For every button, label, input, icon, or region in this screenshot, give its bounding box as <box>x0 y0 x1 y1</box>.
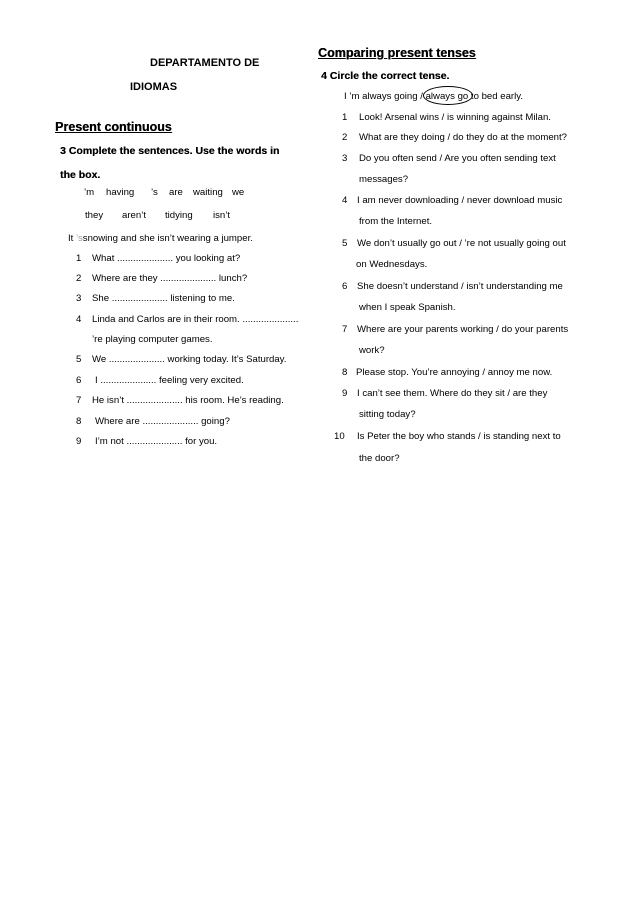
exercise-4-item-text: I am never downloading / never download music <box>357 195 563 206</box>
exercise-4-item-continuation: from the Internet. <box>359 216 433 227</box>
exercise-3-item-text: He isn’t ..................... his room. He’s reading. <box>92 395 284 406</box>
exercise-4-item-continuation: work? <box>359 345 385 356</box>
exercise-4-item-continuation: messages? <box>359 174 409 185</box>
exercise-4-item-continuation: sitting today? <box>359 409 416 420</box>
exercise-3-item-text: What ..................... you looking at? <box>92 253 241 264</box>
exercise-4-item-text: Look! Arsenal wins / is winning against Milan. <box>359 112 551 123</box>
exercise-4-item-continuation: on Wednesdays. <box>356 259 428 270</box>
exercise-4-item-text: Please stop. You’re annoying / annoy me now. <box>356 367 553 378</box>
word-box-item: having <box>106 187 135 198</box>
item-number: 8 <box>342 367 348 378</box>
word-box-item: tidying <box>165 210 193 221</box>
section-title-present-continuous: Present continuous <box>55 120 172 134</box>
item-number: 4 <box>342 195 348 206</box>
item-number: 2 <box>342 132 348 143</box>
exercise-3-item-text: Where are ..................... going? <box>95 416 230 427</box>
exercise-4-item-text: What are they doing / do they do at the moment? <box>359 132 567 143</box>
item-number: 10 <box>334 431 345 442</box>
item-number: 8 <box>76 416 82 427</box>
item-number: 3 <box>342 153 348 164</box>
exercise-3-example <box>68 233 253 244</box>
item-number: 9 <box>342 388 348 399</box>
item-number: 3 <box>76 293 82 304</box>
exercise-4-item-continuation: when I speak Spanish. <box>359 302 456 313</box>
word-box-item: are <box>169 187 183 198</box>
exercise-4-item-text: We don’t usually go out / ’re not usually going out <box>357 238 566 249</box>
department-title-line2: IDIOMAS <box>130 81 178 93</box>
section-title-comparing-present-tenses: Comparing present tenses <box>318 46 476 60</box>
item-number: 6 <box>342 281 348 292</box>
exercise-4-item-text: She doesn’t understand / isn’t understanding me <box>357 281 563 292</box>
exercise-3-item-text: Where are they ..................... lunch? <box>92 273 248 284</box>
word-box-item: we <box>232 187 245 198</box>
item-number: 7 <box>342 324 348 335</box>
exercise-4-instruction: 4 Circle the correct tense. <box>321 70 450 82</box>
item-number: 7 <box>76 395 82 406</box>
exercise-3-instruction-line1: 3 Complete the sentences. Use the words in <box>60 145 280 157</box>
item-number: 1 <box>342 112 348 123</box>
example-rest: snowing and she isn’t wearing a jumper. <box>82 233 253 244</box>
word-box-item: aren’t <box>122 210 146 221</box>
word-box-item: ’m <box>84 187 95 198</box>
item-number: 5 <box>76 354 82 365</box>
exercise-3-item-text: Linda and Carlos are in their room. ..................... <box>92 314 299 325</box>
exercise-4-item-text: Do you often send / Are you often sending text <box>359 153 556 164</box>
exercise-3-item-text: She ..................... listening to me. <box>92 293 235 304</box>
department-title-line1: DEPARTAMENTO DE <box>150 57 260 69</box>
exercise-4-item-text: I can’t see them. Where do they sit / are they <box>357 388 548 399</box>
exercise-4-item-continuation: the door? <box>359 453 400 464</box>
exercise-3-item-text: I’m not ..................... for you. <box>95 436 218 447</box>
example-answer: ’s <box>76 233 83 244</box>
word-box-item: isn’t <box>213 210 231 221</box>
example-answer-circle <box>423 86 473 105</box>
exercise-3-instruction-line2: the box. <box>60 169 101 181</box>
item-number: 5 <box>342 238 348 249</box>
example-subject: It <box>68 233 74 244</box>
word-box-item: ’s <box>151 187 158 198</box>
exercise-3-item-text: We ..................... working today. It’s Saturday. <box>92 354 287 365</box>
word-box-item: they <box>85 210 104 221</box>
exercise-3-item-text: I ..................... feeling very excited. <box>95 375 244 386</box>
item-number: 2 <box>76 273 82 284</box>
exercise-4-example: I ’m always going / always go to bed early. <box>344 91 523 102</box>
word-box-item: waiting <box>193 187 223 198</box>
exercise-4-item-text: Is Peter the boy who stands / is standing next to <box>357 431 561 442</box>
item-number: 6 <box>76 375 82 386</box>
exercise-3-item-continuation: ’re playing computer games. <box>92 334 213 345</box>
item-number: 1 <box>76 253 82 264</box>
exercise-4-item-text: Where are your parents working / do your parents <box>357 324 569 335</box>
item-number: 9 <box>76 436 82 447</box>
item-number: 4 <box>76 314 82 325</box>
